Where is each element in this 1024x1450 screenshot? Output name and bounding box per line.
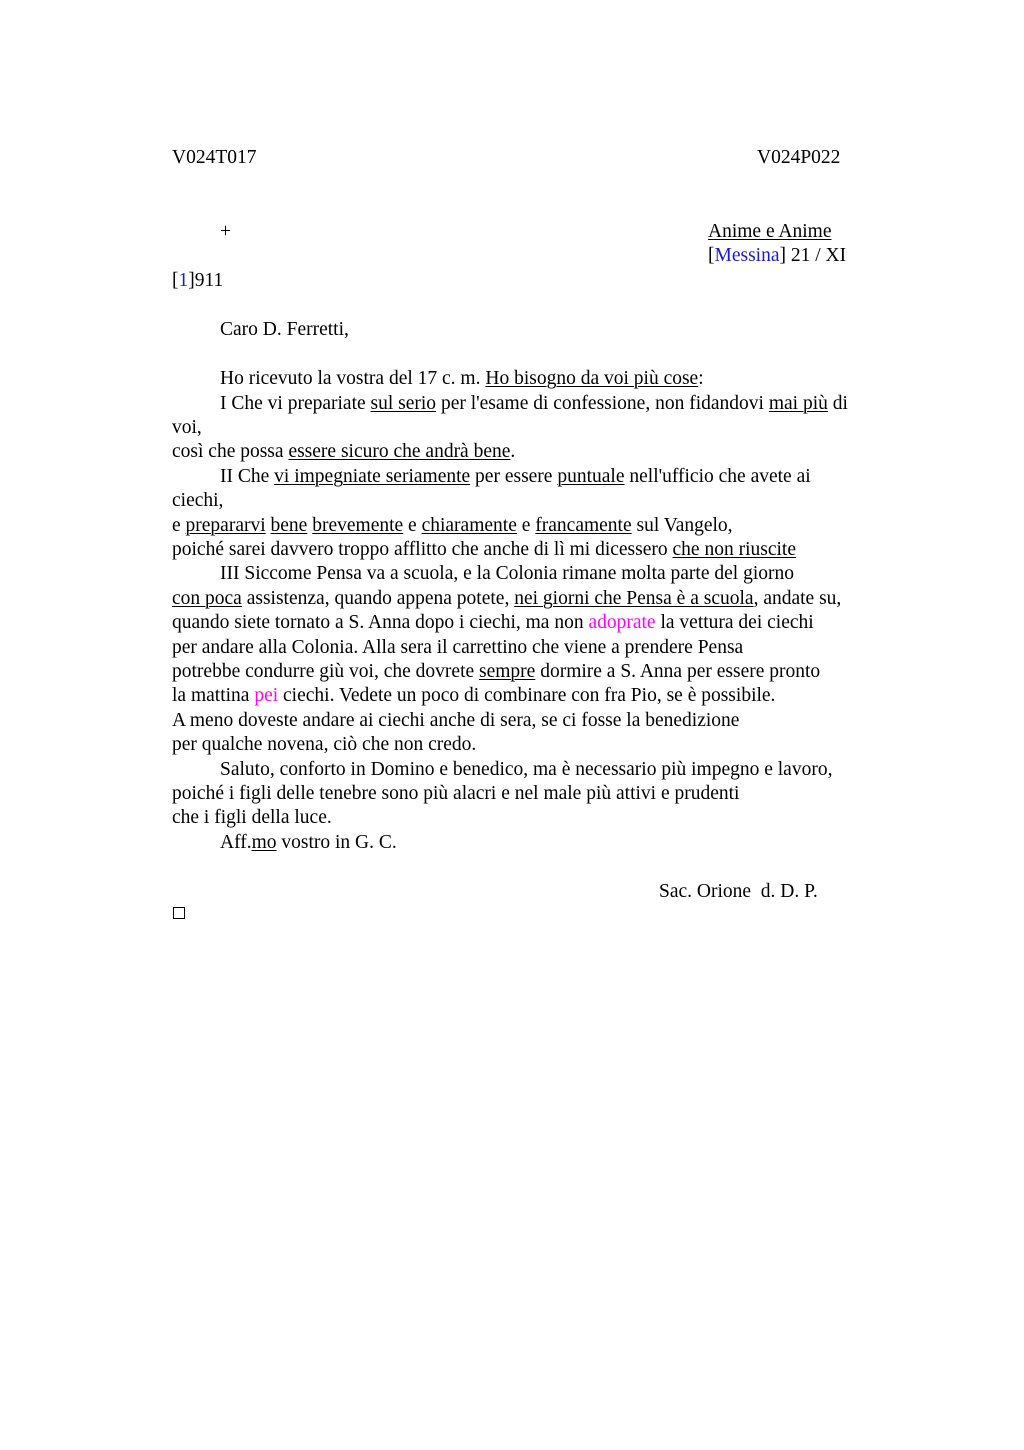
square-outline-icon <box>173 907 185 919</box>
body-line: Ho ricevuto la vostra del 17 c. m. Ho bisogno da voi più cose: <box>220 368 704 389</box>
body-line: la mattina pei ciechi. Vedete un poco di combinare con fra Pio, se è possibile. <box>172 685 776 706</box>
cross-mark: + <box>220 221 231 242</box>
body-line: quando siete tornato a S. Anna dopo i ciechi, ma non adoprate la vettura dei ciechi <box>172 612 814 633</box>
body-line: e prepararvi bene brevemente e chiaramente e francamente sul Vangelo, <box>172 515 733 536</box>
body-line: I Che vi prepariate sul serio per l'esame di confessione, non fidandovi mai più di <box>220 393 848 414</box>
body-line: II Che vi impegniate seriamente per essere puntuale nell'ufficio che avete ai <box>220 466 811 487</box>
body-line: con poca assistenza, quando appena potete, nei giorni che Pensa è a scuola, andate su, <box>172 588 842 609</box>
year: [1]911 <box>172 270 224 291</box>
document-code-left: V024T017 <box>172 147 257 168</box>
body-line: così che possa essere sicuro che andrà bene. <box>172 441 516 462</box>
signature: Sac. Orione d. D. P. <box>659 881 818 902</box>
body-line: per andare alla Colonia. Alla sera il carrettino che viene a prendere Pensa <box>172 637 744 658</box>
place-name: Messina <box>714 245 780 266</box>
body-line: Saluto, conforto in Domino e benedico, ma è necessario più impegno e lavoro, <box>220 759 833 780</box>
body-line: voi, <box>172 417 202 438</box>
body-line: ciechi, <box>172 490 224 511</box>
body-line: III Siccome Pensa va a scuola, e la Colonia rimane molta parte del giorno <box>220 563 794 584</box>
salutation: Caro D. Ferretti, <box>220 319 349 340</box>
body-line: poiché i figli delle tenebre sono più alacri e nel male più attivi e prudenti <box>172 783 740 804</box>
place-date: [Messina] 21 / XI <box>708 245 847 266</box>
body-line: che i figli della luce. <box>172 807 332 828</box>
document-code-right: V024P022 <box>757 147 841 168</box>
body-line: poiché sarei davvero troppo afflitto che anche di lì mi dicessero che non riuscite <box>172 539 796 560</box>
body-line: per qualche novena, ciò che non credo. <box>172 734 477 755</box>
closing-line: Aff.mo vostro in G. C. <box>220 832 397 853</box>
body-line: potrebbe condurre giù voi, che dovrete sempre dormire a S. Anna per essere pronto <box>172 661 821 682</box>
body-line: A meno doveste andare ai ciechi anche di sera, se ci fosse la benedizione <box>172 710 740 731</box>
letter-title: Anime e Anime <box>708 221 832 242</box>
